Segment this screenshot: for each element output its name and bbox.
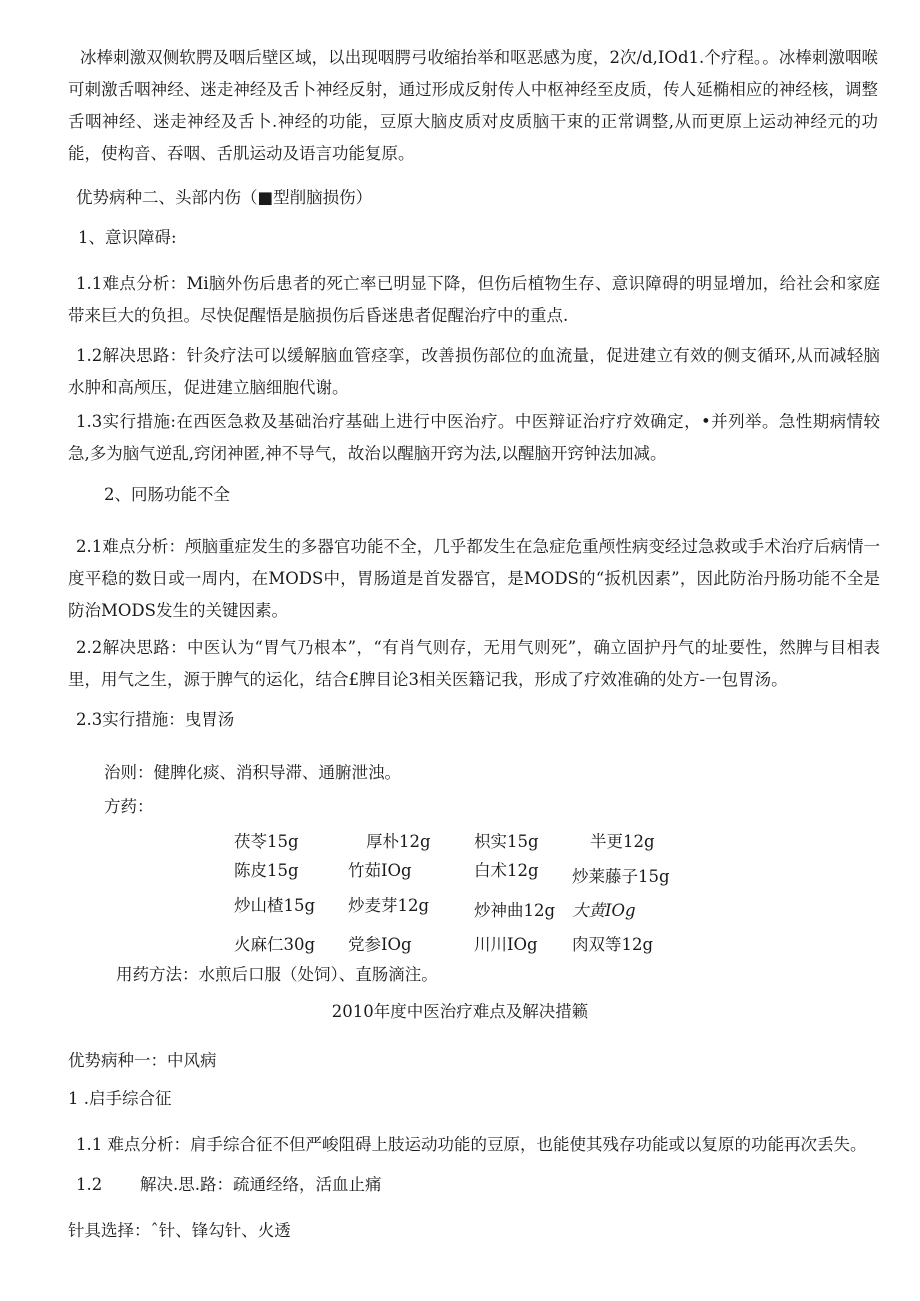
herb-item: 厚朴12g (366, 832, 431, 851)
paragraph-ice-stimulation: 冰棒刺激双侧软腭及咽后壁区域，以出现咽腭弓收缩抬举和呕恶感为度，2次/d,IOd1.个疗程。。冰棒刺激咽喉可刺激舌咽神经、迷走神经及舌卜神经反射，通过形成反射传人中枢神经至皮质，传人延椭相应的神经核，调整舌咽神经、迷走神经及舌卜.神经的功能，豆原大脑皮质对皮质脑干束的正常调整,从而更原上运动神经元的功能，使构音、吞咽、舌肌运动及语言功能复原。 (68, 48, 878, 163)
herb-item: 枳实15g (474, 832, 539, 851)
document-title: 2010年度中医治疗难点及解决措籁 (331, 1002, 589, 1021)
herb-item: 炒莱藤子15g (572, 867, 670, 886)
herb-item: 炒神曲12g (474, 901, 556, 920)
herb-item: 白术12g (474, 861, 539, 880)
paragraph-2-1: 2.1难点分析：颅脑重症发生的多器官功能不全，几乎都发生在急症危重颅性病变经过急救或手术治疗后病情一度平稳的数日或一周内，在MODS中，胃肠道是首发器官，是MODS的“扳机因素”，因此防治丹肠功能不全是防治MODS发生的关键因素。 (68, 537, 880, 620)
herb-item: 大黄IOg (572, 901, 636, 920)
herb-item: 陈皮15g (234, 861, 299, 880)
usage-method: 用药方法：水煎后口服（处饲）、直肠滴注。 (116, 965, 438, 984)
herb-item: 炒山楂15g (234, 896, 316, 915)
needle-selection: 针具选择：ˆ针、锋勾针、火透 (68, 1221, 291, 1240)
formula-label: 方药： (104, 797, 154, 816)
herb-item: 肉双等12g (572, 935, 654, 954)
heading-disease-1: 优势病种一：中风病 (68, 1051, 217, 1070)
paragraph-2-2: 2.2解决思路：中医认为“胃气乃根本”，“有肖气则存，无用气则死”，确立固护丹气的址要性，然脾与目相表里，用气之生，源于脾气的运化，结合£脾目论3相关医籍记我，形成了疗效准确的处方-一包胃汤。 (68, 638, 880, 689)
paragraph-t1-1: 1.1 难点分析：肩手综合征不但严峻阻碍上肢运动功能的豆原，也能使其残存功能或以复原的功能再次丢失。 (76, 1135, 867, 1154)
paragraph-1-3: 1.3实行措施:在西医急救及基础治疗基础上进行中医治疗。中医辩证治疗疗效确定，•并列举。急性期病情较急,多为脑气逆乱,窍闭神匿,神不导气，故治以醒脑开窍为法,以醒脑开窍钟法加减。 (68, 412, 880, 463)
herb-item: 川川IOg (474, 935, 538, 954)
paragraph-1-1: 1.1难点分析：Mi脑外伤后患者的死亡率已明显下降，但伤后植物生存、意识障碍的明显增加，给社会和家庭带来巨大的负担。尽快促醒悟是脑损伤后昏迷患者促醒治疗中的重点. (68, 274, 880, 325)
paragraph-t1-2-number: 1.2 (76, 1175, 103, 1194)
herb-item: 茯苓15g (234, 832, 299, 851)
treatment-principle: 治则：健脾化痰、消积导滞、通腑泄浊。 (104, 763, 401, 782)
paragraph-t1-2: 解决.思.路：疏通经络，活血止痛 (140, 1175, 382, 1194)
heading-intestinal-dysfunction: 2、冋肠功能不全 (104, 485, 230, 504)
herb-item: 半更12g (590, 832, 655, 851)
herb-item: 竹茹IOg (348, 861, 412, 880)
herb-item: 党参IOg (348, 935, 412, 954)
heading-disease-2: 优势病种二、头部内伤（■型削脑损伤） (76, 188, 373, 207)
heading-shoulder-hand: 1 .启手综合征 (68, 1089, 172, 1108)
herb-item: 炒麦芽12g (348, 896, 430, 915)
heading-consciousness-disorder: 1、意识障碍: (78, 228, 177, 247)
paragraph-1-2: 1.2解决思路：针灸疗法可以缓解脑血管痉挛，改善损伤部位的血流量，促进建立有效的侧支循环,从而减轻脑水肿和高颅压，促进建立脑细胞代谢。 (68, 346, 880, 397)
paragraph-2-3: 2.3实行措施：曳胃汤 (76, 710, 235, 729)
herb-item: 火麻仁30g (234, 935, 316, 954)
